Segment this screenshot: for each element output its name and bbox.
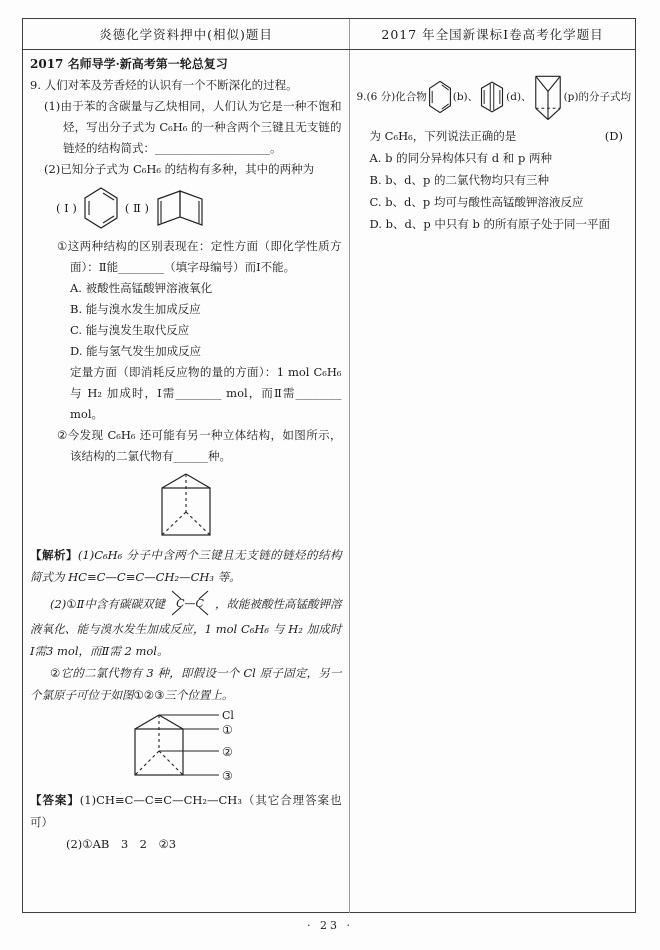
right-column xyxy=(350,50,636,913)
right-q9-answer: (D) xyxy=(604,129,623,143)
right-option-b: B. b、d、p 的二氯代物均只有三种 xyxy=(369,173,550,187)
analysis-paragraph-3: ②它的二氯代物有 3 种，即假设一个 Cl 原子固定，另一个氯原子可位于如图①②③三个位置上。 xyxy=(30,666,342,702)
sub-question-2: ②今发现 C₆H₆ 还可能有另一种立体结构，如图所示，该结构的二氯代物有______种。 xyxy=(57,428,342,463)
dewar-benzene-diagram-II xyxy=(154,187,208,229)
option-d: D. 能与氢气发生加成反应 xyxy=(70,344,202,358)
right-option-d: D. b、d、p 中只有 b 的所有原子处于同一平面 xyxy=(369,217,611,231)
structure-label-II: ( Ⅱ ) xyxy=(124,200,149,215)
structure-row xyxy=(30,180,342,236)
right-q9-prefix: 9.(6 分)化合物 xyxy=(356,91,427,103)
header-right-title: 2017 年全国新课标Ⅰ卷高考化学题目 xyxy=(381,27,604,42)
option-b: B. 能与溴水发生加成反应 xyxy=(70,302,201,316)
prism-figure-wrap xyxy=(30,470,342,540)
right-question-line-2 xyxy=(357,122,632,147)
right-option-c: C. b、d、p 均可与酸性高锰酸钾溶液反应 xyxy=(369,195,584,209)
sub-question-1: ①这两种结构的区别表现在：定性方面（即化学性质方面）：Ⅱ能________（填字母编号）而Ⅰ不能。 xyxy=(57,239,342,274)
position-1-label: ① xyxy=(221,723,233,737)
analysis-paragraph-1: 【解析】(1)C₆H₆ 分子中含两个三键且无支链的链烃的结构简式为 HC≡C—C≡C—CH₂—CH₃ 等。 xyxy=(30,548,342,584)
quantitative-text: 定量方面（即消耗反应物的量的方面）：1 mol C₆H₆ 与 H₂ 加成时，Ⅰ需________ mol，而Ⅱ需________ mol。 xyxy=(70,365,342,421)
answer-section xyxy=(30,789,342,855)
left-column xyxy=(23,50,350,913)
header-left-title: 炎德化学资料押中(相似)题目 xyxy=(23,19,350,49)
question-part1: (1)由于苯的含碳量与乙炔相同，人们认为它是一种不饱和烃，写出分子式为 C₆H₆ 的一种含两个三键且无支链的链烃的结构简式：____________________。 xyxy=(44,99,342,155)
right-question-line-1 xyxy=(357,72,632,122)
chlorine-label: Cl xyxy=(221,709,234,722)
right-q9-label-b: (b)、 xyxy=(452,91,479,103)
answer-line-2: (2)①AB 3 2 ②3 xyxy=(66,837,177,851)
analysis-section xyxy=(30,544,342,706)
answer-line-1: 【答案】(1)CH≡C—C≡C—CH₂—CH₃（其它合理答案也可） xyxy=(30,793,342,829)
option-a: A. 被酸性高锰酸钾溶液氧化 xyxy=(70,281,213,295)
analysis-label: 【解析】 xyxy=(30,548,78,562)
svg-text:C—C: C—C xyxy=(176,597,204,610)
option-c: C. 能与溴发生取代反应 xyxy=(70,323,190,337)
prism-dichloride-diagram xyxy=(125,709,247,785)
position-3-label: ③ xyxy=(221,769,233,783)
book-title: 2017 名师导学·新高考第一轮总复习 xyxy=(30,57,228,71)
exam-sheet xyxy=(22,18,636,913)
position-2-label: ② xyxy=(221,745,233,759)
right-q9-stem: 为 C₆H₆，下列说法正确的是 xyxy=(369,129,517,143)
question-9-intro: 9. 人们对苯及芳香烃的认识有一个不断深化的过程。 xyxy=(30,78,298,92)
dewar-benzene-diagram-d xyxy=(478,80,506,114)
benzene-diagram-I xyxy=(82,186,120,230)
page-number: · 23 · xyxy=(307,919,353,932)
question-part2: (2)已知分子式为 C₆H₆ 的结构有多种，其中的两种为 xyxy=(44,162,315,176)
prism-chloride-figure-wrap xyxy=(30,709,342,785)
right-q9-label-p: (p)的分子式均 xyxy=(563,91,631,103)
two-column-body xyxy=(23,50,635,913)
benzene-diagram-b xyxy=(427,79,453,115)
prismane-diagram-p xyxy=(532,72,564,122)
table-header-row xyxy=(23,19,635,50)
analysis-paragraph-2: (2)①Ⅱ中含有碳碳双键 C—C ，故能被酸性高锰酸钾溶液氧化、能与溴水发生加成反应，1 mol C₆H₆ 与 H₂ 加成时Ⅰ需3 mol，而Ⅱ需 2 mol。 xyxy=(30,588,342,662)
triangular-prism-diagram xyxy=(151,470,221,540)
carbon-double-bond-diagram xyxy=(167,588,213,618)
answer-label: 【答案】 xyxy=(30,793,80,807)
structure-label-I: ( Ⅰ ) xyxy=(56,200,77,215)
right-q9-label-d: (d)、 xyxy=(506,91,532,103)
right-option-a: A. b 的同分异构体只有 d 和 p 两种 xyxy=(369,151,552,165)
